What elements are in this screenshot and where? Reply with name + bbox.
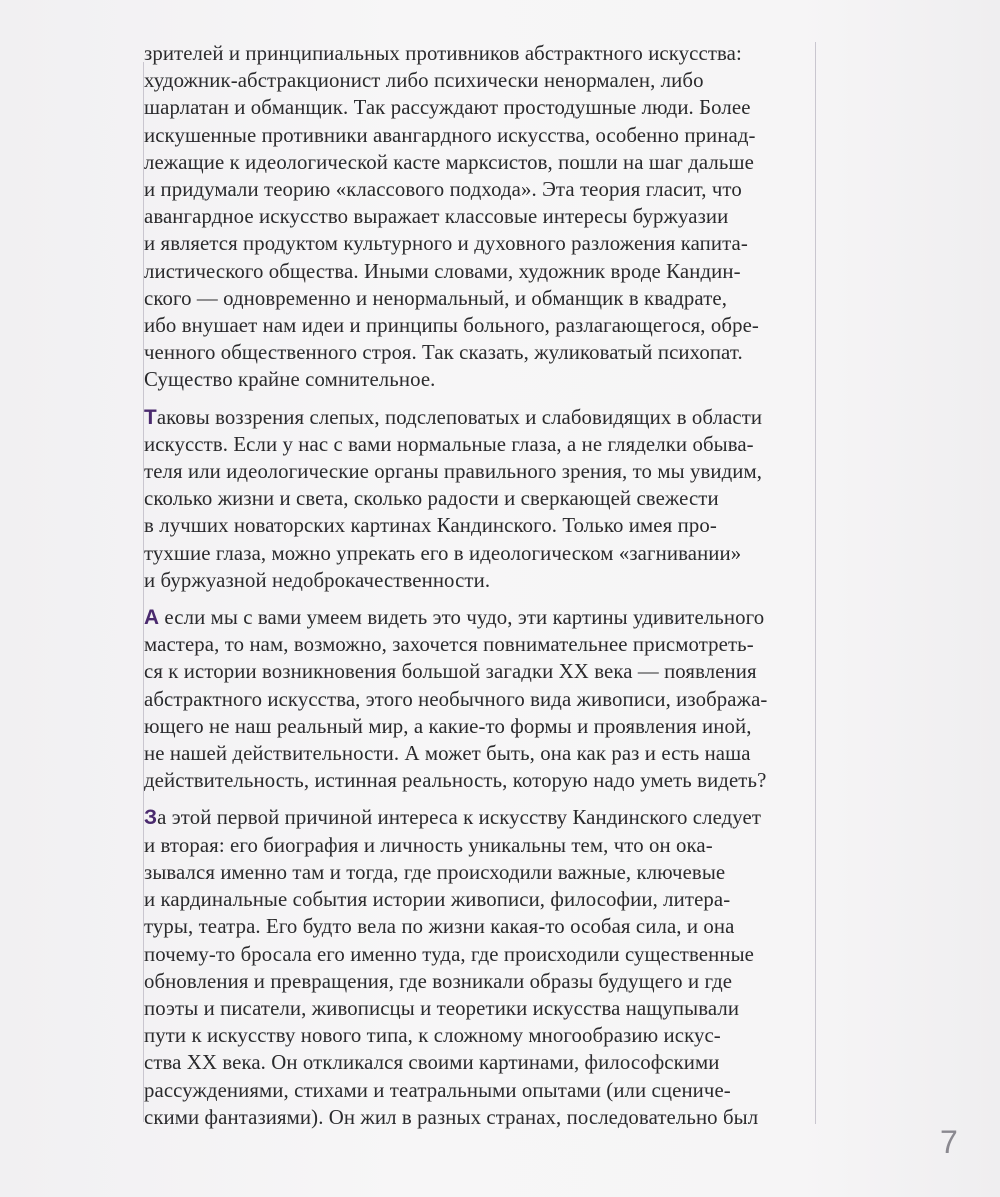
text-line: ченного общественного строя. Так сказать, жуликоватый психопат. [144,341,743,365]
body-text [144,40,804,1141]
text-line: ского — одновременно и ненормальный, и обманщик в квадрате, [144,286,728,310]
text-line: зывался именно там и тогда, где происходили важные, ключевые [144,860,726,884]
text-line: сколько жизни и света, сколько радости и сверкающей свежести [144,487,719,511]
line-text: аковы воззрения слепых, подслеповатых и слабовидящих в области [156,405,763,429]
text-line: ся к истории возникновения большой загадки XX века — появления [144,660,757,684]
paragraph [144,604,804,794]
text-line [144,404,804,431]
text-line: шарлатан и обманщик. Так рассуждают простодушные люди. Более [144,96,751,120]
text-line: и вторая: его биография и личность уникальны тем, что он ока- [144,833,713,857]
text-line: листического общества. Иными словами, художник вроде Кандин- [144,259,741,283]
text-line: скими фантазиями). Он жил в разных странах, последовательно был [144,1105,759,1129]
text-line: тухшие глаза, можно упрекать его в идеологическом «загнивании» [144,541,742,565]
paragraph [144,40,804,394]
text-line: искусств. Если у нас с вами нормальные глаза, а не гляделки обыва- [144,432,754,456]
text-line: и придумали теорию «классового подхода». Эта теория гласит, что [144,178,742,202]
text-line: и кардинальные события истории живописи, философии, литера- [144,888,731,912]
text-line [144,804,804,831]
text-line: поэты и писатели, живописцы и теоретики искусства нащупывали [144,996,740,1020]
text-line: абстрактного искусства, этого необычного вида живописи, изобража- [144,687,768,711]
text-line [144,604,804,631]
text-line: почему-то бросала его именно туда, где происходили существенные [144,942,754,966]
right-margin-rule [815,42,816,1124]
text-line: авангардное искусство выражает классовые интересы буржуазии [144,205,729,229]
text-line: действительность, истинная реальность, которую надо уметь видеть? [144,769,767,793]
text-line: зрителей и принципиальных противников абстрактного искусства: [144,42,742,65]
text-line: ства XX века. Он откликался своими картинами, философскими [144,1051,720,1075]
paragraph [144,404,804,594]
text-line: туры, театра. Его будто вела по жизни какая-то особая сила, и она [144,915,735,939]
text-line: обновления и превращения, где возникали образы будущего и где [144,969,733,993]
text-line: ющего не наш реальный мир, а какие-то формы и проявления иной, [144,714,752,738]
drop-initial: Т [144,405,157,429]
text-line: художник-абстракционист либо психически ненормален, либо [144,69,704,93]
text-line: рассуждениями, стихами и театральными опытами (или сцениче- [144,1078,731,1102]
page-number: 7 [940,1124,958,1160]
line-text: а этой первой причиной интереса к искусству Кандинского следует [157,806,762,830]
text-line: не нашей действительности. А может быть, она как раз и есть наша [144,742,751,766]
text-line: пути к искусству нового типа, к сложному многообразию искус- [144,1024,721,1048]
text-line: теля или идеологические органы правильного зрения, то мы увидим, [144,460,763,484]
text-line: и является продуктом культурного и духовного разложения капита- [144,232,748,256]
text-line: ибо внушает нам идеи и принципы больного, разлагающегося, обре- [144,314,759,338]
text-line: лежащие к идеологической касте марксистов, пошли на шаг дальше [144,150,754,174]
text-line: Существо крайне сомнительное. [144,368,436,392]
text-line: и буржуазной недоброкачественности. [144,568,491,592]
text-line: в лучших новаторских картинах Кандинского. Только имея про- [144,514,717,538]
line-text: если мы с вами умеем видеть это чудо, эти картины удивительного [159,606,765,630]
drop-initial: З [144,806,158,830]
paragraph [144,804,804,1130]
text-line: искушенные противники авангардного искусства, особенно принад- [144,123,756,147]
drop-initial: А [144,606,160,630]
text-line: мастера, то нам, возможно, захочется повнимательнее присмотреть- [144,633,754,657]
